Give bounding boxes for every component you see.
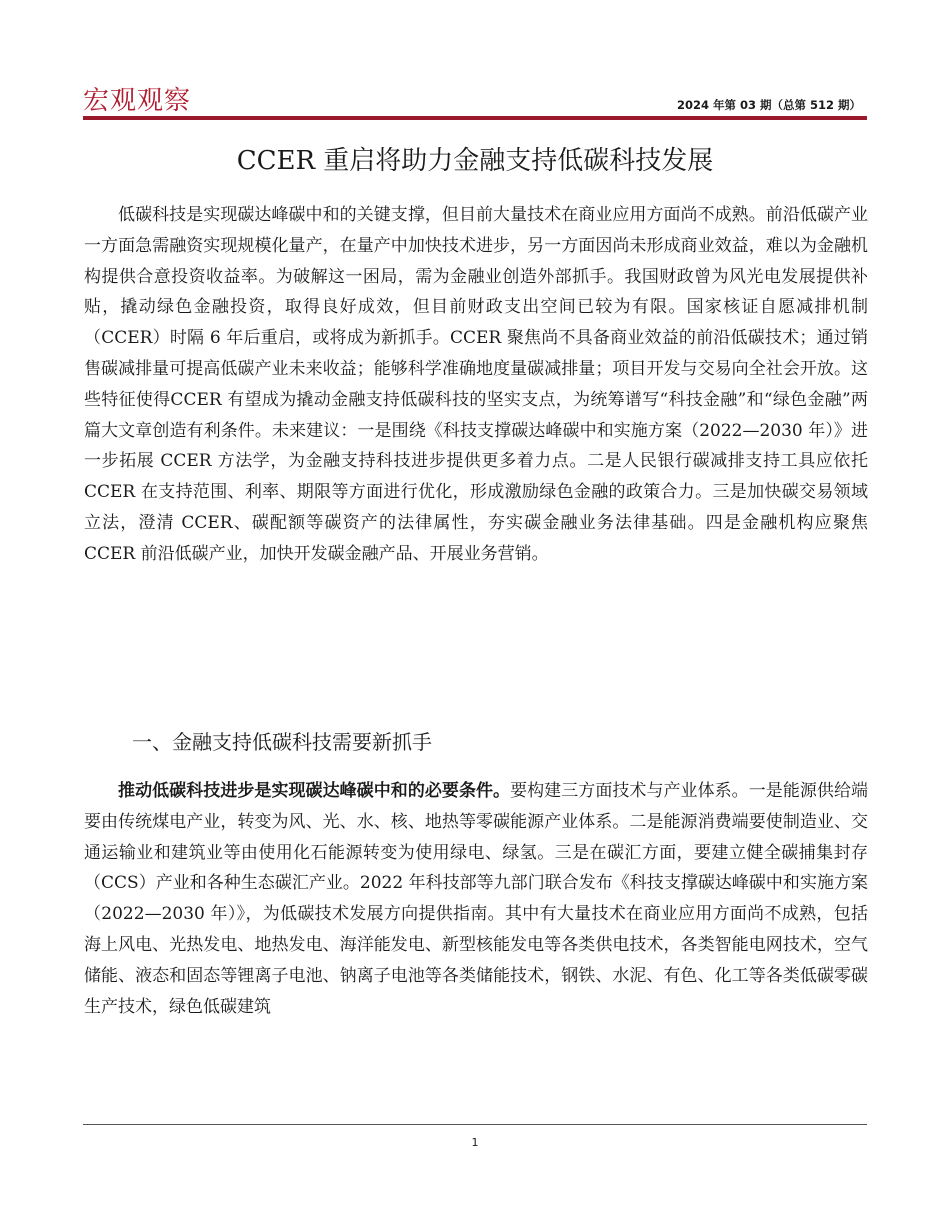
section-heading: 一、金融支持低碳科技需要新抓手 [132, 730, 432, 754]
footer-rule [83, 1124, 867, 1125]
issue-number: 2024 年第 03 期（总第 512 期） [676, 98, 861, 112]
header-rule [83, 116, 867, 120]
article-title: CCER 重启将助力金融支持低碳科技发展 [236, 146, 714, 176]
abstract-text: 低碳科技是实现碳达峰碳中和的关键支撑，但目前大量技术在商业应用方面尚不成熟。前沿低碳产业一方面急需融资实现规模化量产，在量产中加快技术进步，另一方面因尚未形成商业效益，难以为金融机构提供合意投资收益率。为破解这一困局，需为金融业创造外部抓手。我国财政曾为风光电发展提供补贴，撬动绿色金融投资，取得良好成效，但目前财政支出空间已较为有限。国家核证自愿减排机制（CCER）时隔 6 年后重启，或将成为新抓手。CCER 聚焦尚不具备商业效益的前沿低碳技术；通过销售碳减排量可提高低碳产业未来收益；能够科学准确地度量碳减排量；项目开发与交易向全社会开放。这些特征使得CCER 有望成为撬动金融支持低碳科技的坚实支点，为统筹谱写“科技金融”和“绿色金融”两篇大文章创造有利条件。未来建议：一是围绕《科技支撑碳达峰碳中和实施方案（2022—2030 年）》进一步拓展 CCER 方法学，为金融支持科技进步提供更多着力点。二是人民银行碳减排支持工具应依托CCER 在支持范围、利率、期限等方面进行优化，形成激励绿色金融的政策合力。三是加快碳交易领域立法，澄清 CCER、碳配额等碳资产的法律属性，夯实碳金融业务法律基础。四是金融机构应聚焦CCER 前沿低碳产业，加快开发碳金融产品、开展业务营销。 [84, 205, 868, 564]
paragraph-text: 要构建三方面技术与产业体系。一是能源供给端要由传统煤电产业，转变为风、光、水、核、地热等零碳能源产业体系。二是能源消费端要使制造业、交通运输业和建筑业等由使用化石能源转变为使用绿电、绿氢。三是在碳汇方面，要建立健全碳捕集封存（CCS）产业和各种生态碳汇产业。2022 年科技部等九部门联合发布《科技支撑碳达峰碳中和实施方案（2022—2030 年）》，为低碳技术发展方向提供指南。其中有大量技术在商业应用方面尚不成熟，包括海上风电、光热发电、地热发电、海洋能发电、新型核能发电等各类供电技术，各类智能电网技术，空气储能、液态和固态等锂离子电池、钠离子电池等各类储能技术，钢铁、水泥、有色、化工等各类低碳零碳生产技术，绿色低碳建筑 [84, 781, 869, 1017]
publication-brand: 宏观观察 [83, 86, 192, 116]
paragraph-lead: 推动低碳科技进步是实现碳达峰碳中和的必要条件。 [118, 781, 511, 801]
page-number: 1 [471, 1136, 479, 1149]
abstract-paragraph [84, 200, 868, 570]
section-paragraph [84, 776, 868, 1022]
page-header [83, 74, 867, 122]
